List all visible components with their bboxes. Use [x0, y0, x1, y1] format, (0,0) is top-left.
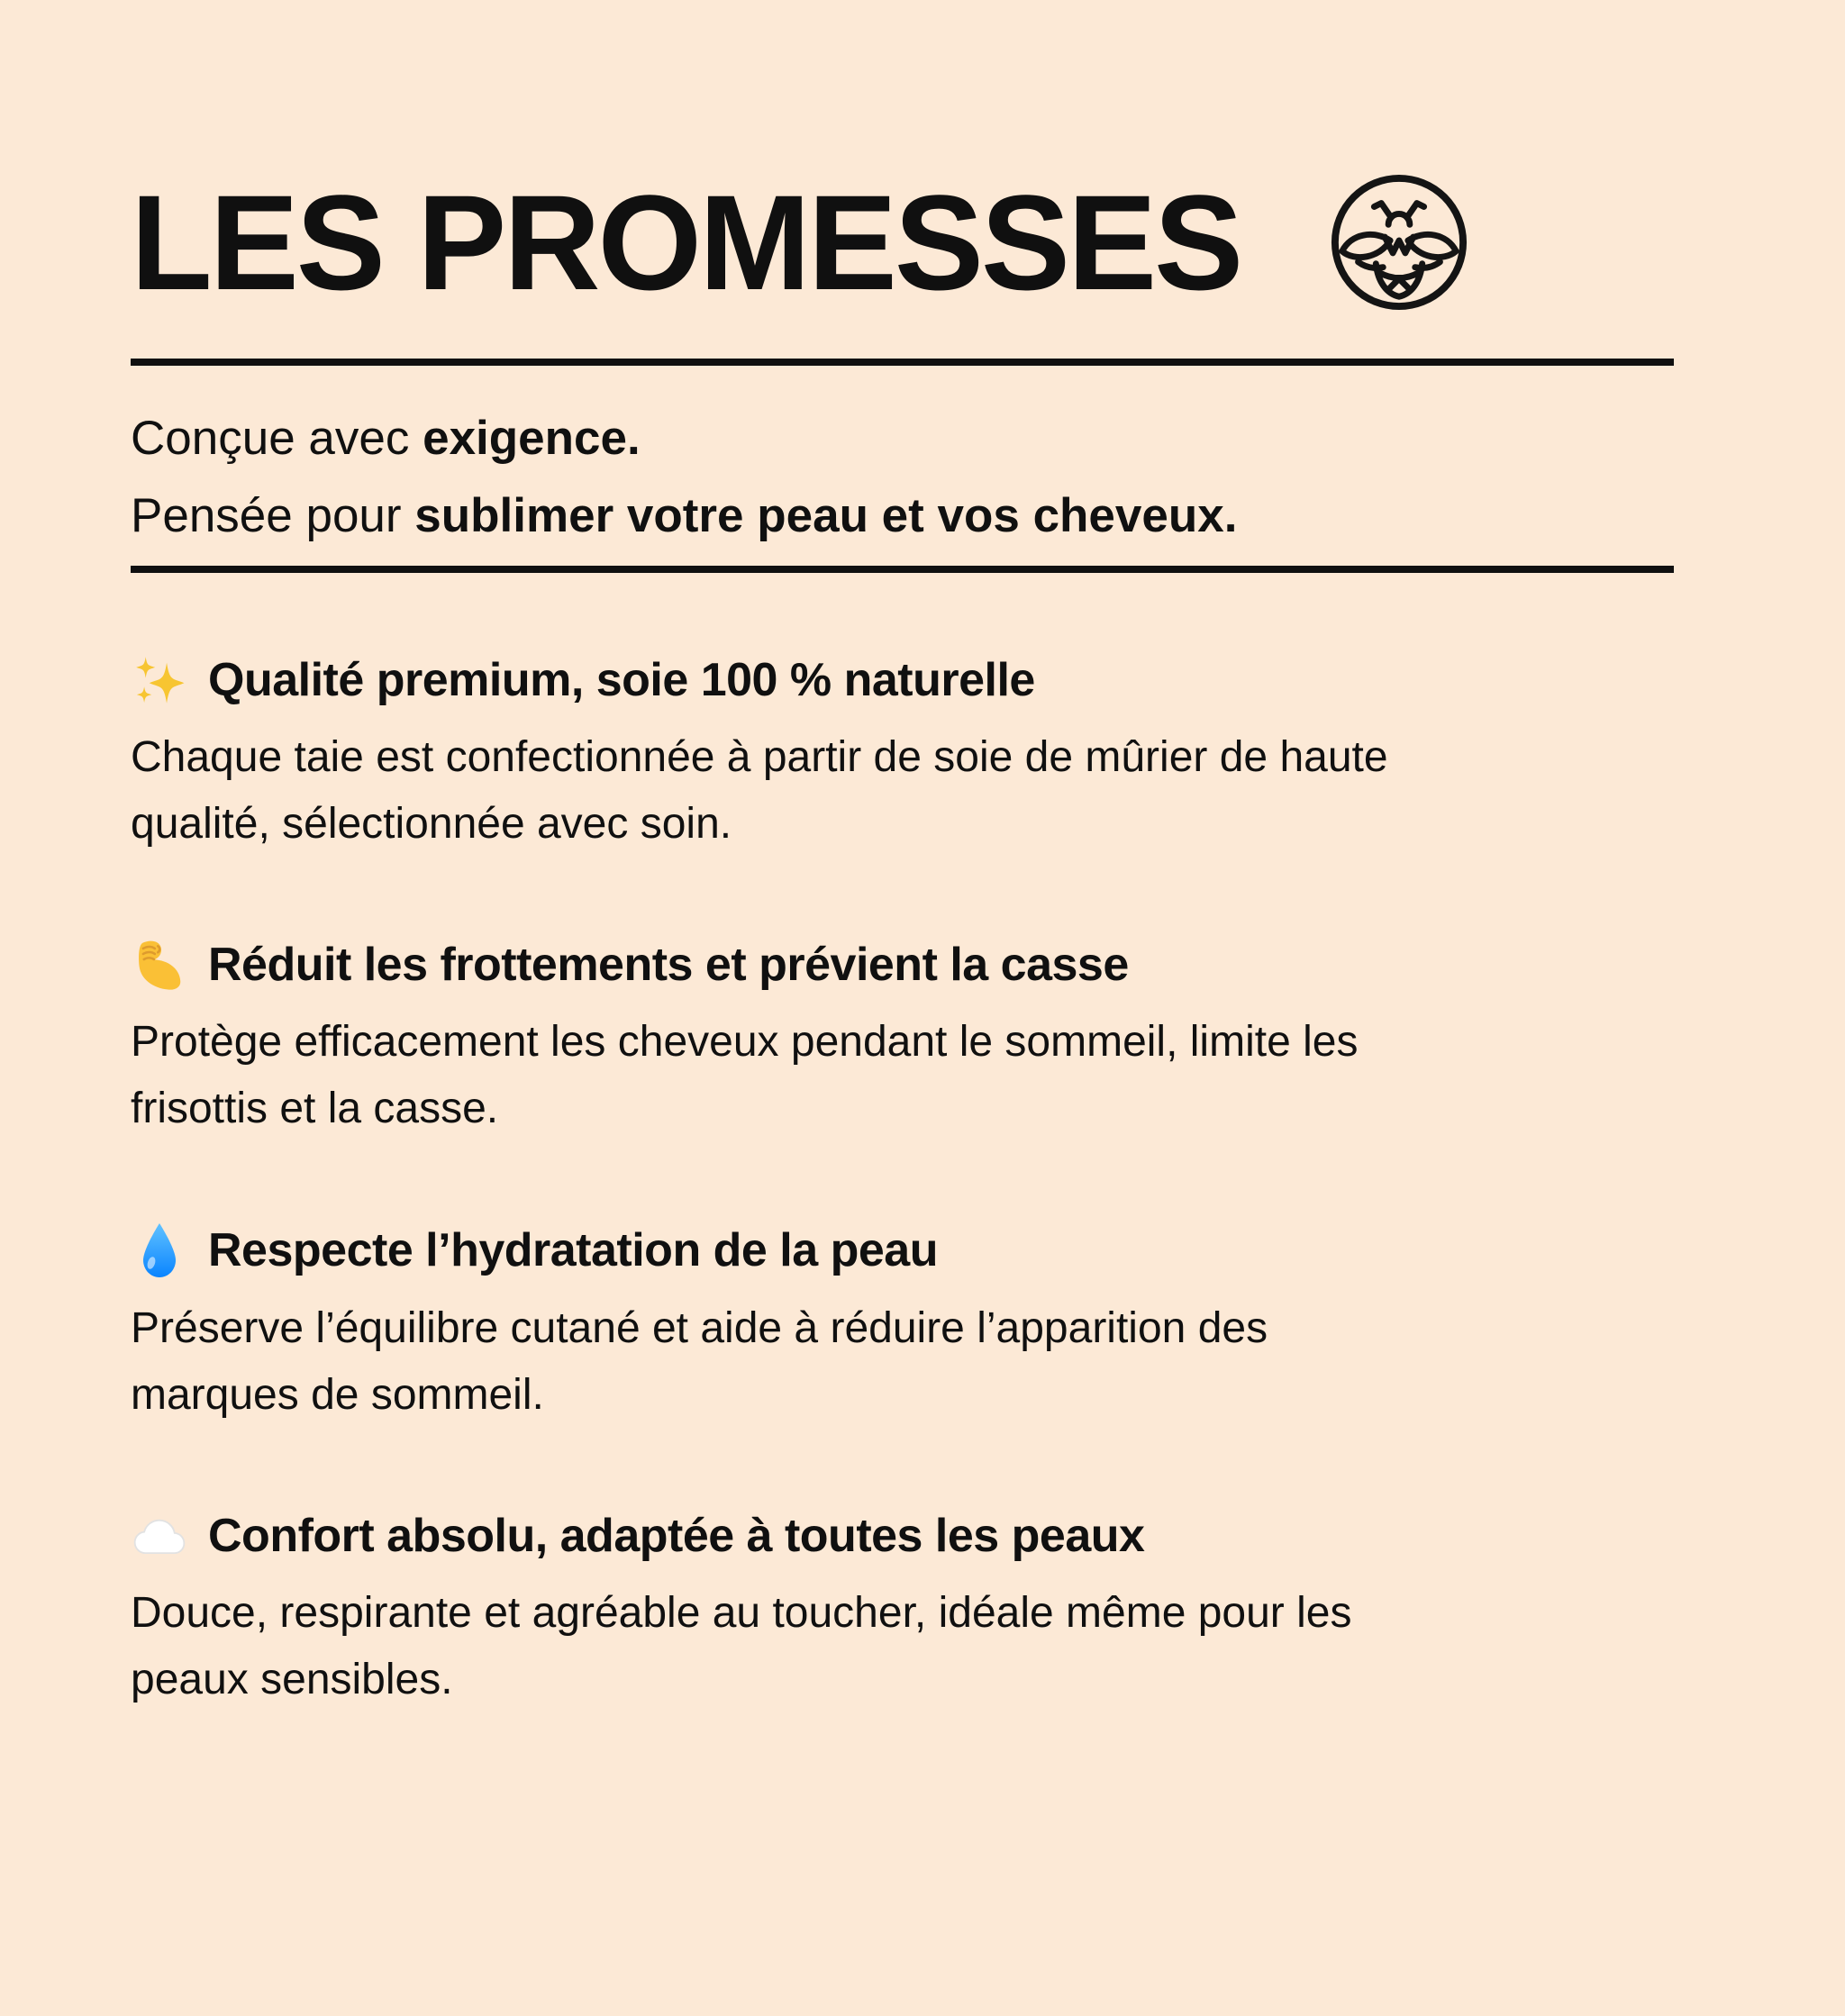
feature-head [131, 652, 1674, 708]
feature-section-friction [131, 937, 1674, 1142]
intro-line2-bold: sublimer votre peau et vos cheveux. [414, 489, 1238, 542]
intro-line2-regular: Pensée pour [131, 489, 415, 542]
bee-logo-icon [1328, 171, 1470, 313]
feature-title: Qualité premium, soie 100 % naturelle [208, 654, 1035, 706]
feature-head [131, 1508, 1674, 1564]
divider-bottom [131, 566, 1674, 573]
feature-description: Protège efficacement les cheveux pendant le sommeil, limite les frisottis et la casse. [131, 1018, 1359, 1132]
feature-description: Douce, respirante et agréable au toucher, idéale même pour les peaux sensibles. [131, 1589, 1352, 1703]
header [131, 167, 1674, 318]
page-title: LES PROMESSES [131, 167, 1241, 318]
flexed-biceps-icon [131, 937, 188, 993]
intro-text [131, 400, 1674, 555]
feature-section-hydration [131, 1221, 1674, 1429]
intro-line1-bold: exigence. [423, 412, 641, 465]
intro-line1-regular: Conçue avec [131, 412, 423, 465]
feature-section-comfort [131, 1508, 1674, 1713]
cloud-icon [131, 1516, 188, 1556]
feature-section-premium-quality [131, 652, 1674, 858]
feature-title: Confort absolu, adaptée à toutes les peaux [208, 1510, 1145, 1562]
feature-description: Chaque taie est confectionnée à partir de soie de mûrier de haute qualité, sélectionnée avec soin. [131, 733, 1388, 848]
sparkles-icon [131, 654, 188, 706]
droplet-icon [131, 1221, 188, 1279]
feature-title: Réduit les frottements et prévient la casse [208, 939, 1129, 991]
intro-line-2 [131, 477, 1674, 555]
feature-title: Respecte l’hydratation de la peau [208, 1224, 938, 1276]
feature-head [131, 1221, 1674, 1279]
intro-line-1 [131, 400, 1674, 477]
promo-page [0, 167, 1845, 2016]
feature-head [131, 937, 1674, 993]
divider-top [131, 359, 1674, 366]
feature-description: Préserve l’équilibre cutané et aide à réduire l’apparition des marques de sommeil. [131, 1304, 1268, 1419]
